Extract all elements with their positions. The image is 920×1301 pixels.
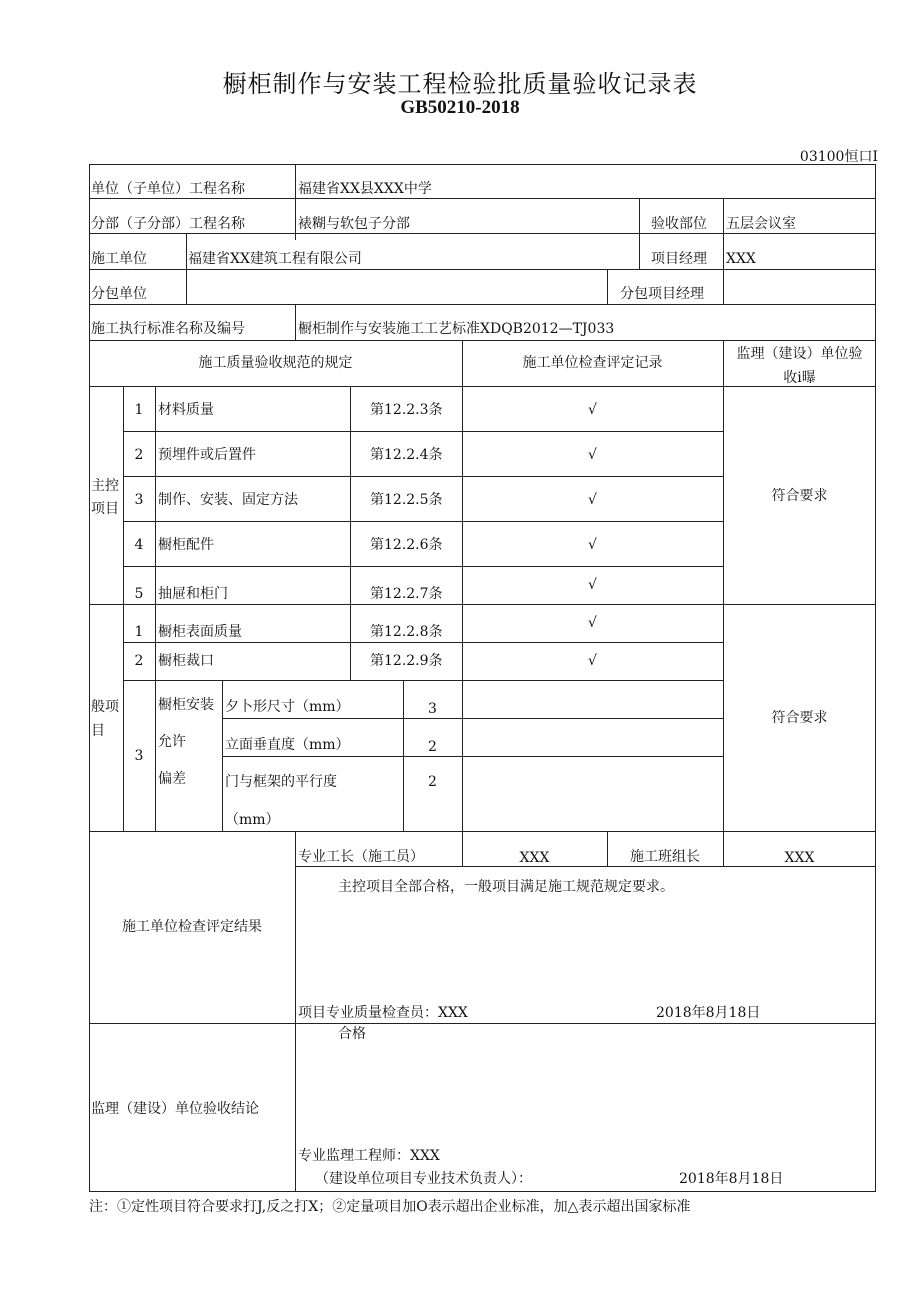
col-divider	[639, 198, 640, 269]
item-clause: 第12.2.4条	[370, 447, 443, 463]
item-clause: 第12.2.3条	[370, 402, 443, 418]
row-divider	[123, 680, 723, 681]
check-mark: √	[588, 577, 597, 593]
tolerance-value: 2	[428, 739, 437, 755]
col-divider	[222, 680, 223, 831]
row-divider	[89, 304, 876, 305]
foreman-label: 专业工长（施工员）	[298, 849, 424, 865]
quality-inspector: 项目专业质量检查员：XXX	[298, 1005, 468, 1021]
tolerance-item-name: 立面垂直度（mm）	[225, 737, 350, 753]
standard-value: 橱柜制作与安装施工工艺标准XDQB2012—TJ033	[298, 321, 615, 337]
item-number: 4	[134, 537, 144, 553]
contractor-value: 福建省XX建筑工程有限公司	[188, 251, 362, 267]
tolerance-group-name-line3: 偏差	[158, 771, 186, 787]
item-clause: 第12.2.9条	[370, 653, 443, 669]
item-number: 2	[134, 447, 144, 463]
supervision-engineer: 专业监理工程师：XXX	[298, 1148, 440, 1164]
col-divider	[295, 831, 296, 1192]
col-divider	[186, 233, 187, 304]
col-divider	[350, 386, 351, 680]
inspection-part-label: 验收部位	[651, 216, 707, 232]
contractor-label: 施工单位	[91, 251, 147, 267]
item-number: 3	[134, 492, 144, 508]
tolerance-group-name: 橱柜安装	[158, 697, 214, 713]
row-divider	[123, 431, 723, 432]
contractor-result-text: 主控项目全部合格，一般项目满足施工规范规定要求。	[338, 879, 674, 895]
unit-project-value: 福建省XX县XXX中学	[298, 181, 432, 197]
division-value: 裱糊与软包子分部	[298, 216, 410, 232]
col-divider	[295, 304, 296, 340]
general-label-line2: 目	[91, 723, 105, 739]
item-number: 3	[134, 748, 144, 764]
item-name: 抽屉和柜门	[158, 586, 228, 602]
form-title: 橱柜制作与安装工程检验批质量验收记录表	[222, 70, 698, 98]
item-name: 橱柜表面质量	[158, 624, 242, 640]
row-divider	[89, 233, 876, 234]
footnote: 注：①定性项目符合要求打J,反之打X；②定量项目加O表示超出企业标准，加△表示超出国家标准	[89, 1199, 691, 1215]
col-divider	[155, 386, 156, 831]
project-manager-value: XXX	[726, 251, 756, 267]
division-label: 分部（子分部）工程名称	[91, 216, 245, 232]
record-column-header: 施工单位检查评定记录	[522, 355, 663, 371]
row-divider	[89, 831, 876, 832]
sub-manager-label: 分包项目经理	[620, 286, 704, 302]
supervision-result-text: 合格	[338, 1026, 366, 1042]
item-name: 橱柜裁口	[158, 653, 214, 669]
inspection-part-value: 五层会议室	[726, 216, 796, 232]
item-clause: 第12.2.6条	[370, 537, 443, 553]
supervision-result-label: 监理（建设）单位验收结论	[91, 1101, 259, 1117]
item-number: 1	[134, 624, 144, 640]
contractor-result-date: 2018年8月18日	[656, 1005, 761, 1021]
owner-representative: （建设单位项目专业技术负责人）：	[315, 1171, 532, 1187]
tolerance-item-name: 门与框架的平行度	[225, 774, 337, 790]
supervision-column-header: 监理（建设）单位验	[736, 346, 863, 362]
check-mark: √	[588, 492, 597, 508]
item-name: 制作、安装、固定方法	[158, 492, 298, 508]
tolerance-value: 3	[428, 701, 437, 717]
row-divider	[89, 340, 876, 341]
item-name: 材料质量	[158, 402, 214, 418]
subcontractor-label: 分包单位	[91, 286, 147, 302]
row-divider	[123, 476, 723, 477]
team-leader-value: XXX	[784, 850, 815, 866]
check-mark: √	[588, 615, 597, 631]
tolerance-item-name: 夕卜形尺寸（mm）	[225, 699, 350, 715]
record-table	[89, 164, 876, 1192]
project-manager-label: 项目经理	[651, 251, 707, 267]
row-divider	[123, 521, 723, 522]
general-label: 般项	[91, 699, 119, 715]
item-number: 2	[134, 653, 144, 669]
row-divider	[89, 198, 876, 199]
check-mark: √	[588, 653, 597, 669]
supervision-result-date: 2018年8月18日	[679, 1171, 784, 1187]
row-divider	[222, 718, 723, 719]
item-clause: 第12.2.8条	[370, 624, 443, 640]
item-number: 5	[134, 586, 144, 602]
row-divider	[89, 604, 876, 605]
col-divider	[295, 164, 296, 240]
main-control-label: 主控	[91, 478, 119, 494]
contractor-result-label: 施工单位检查评定结果	[122, 919, 262, 935]
item-name: 预埋件或后置件	[158, 447, 256, 463]
col-divider	[723, 340, 724, 831]
col-divider	[607, 269, 608, 304]
supervision-column-header-line2: 收i曝	[783, 370, 816, 386]
general-result: 符合要求	[771, 710, 828, 726]
foreman-value: XXX	[519, 850, 550, 866]
check-mark: √	[588, 402, 597, 418]
row-divider	[89, 1023, 876, 1024]
form-number: 03100恒口I	[799, 149, 878, 165]
spec-column-header: 施工质量验收规范的规定	[198, 355, 353, 371]
check-mark: √	[588, 447, 597, 463]
main-control-label-line2: 项目	[91, 501, 119, 517]
tolerance-group-name-line2: 允许	[158, 734, 186, 750]
standard-code: GB50210-2018	[400, 97, 520, 118]
col-divider	[723, 269, 724, 304]
item-clause: 第12.2.5条	[370, 492, 443, 508]
row-divider	[123, 642, 723, 643]
tolerance-value: 2	[428, 774, 437, 790]
row-divider	[222, 756, 723, 757]
main-control-result: 符合要求	[771, 488, 828, 504]
item-name: 橱柜配件	[158, 537, 214, 553]
item-clause: 第12.2.7条	[370, 586, 443, 602]
team-leader-label: 施工班组长	[630, 849, 700, 865]
row-divider	[89, 269, 876, 270]
row-divider	[123, 566, 723, 567]
standard-label: 施工执行标准名称及编号	[91, 321, 245, 337]
item-number: 1	[134, 402, 144, 418]
tolerance-item-name-line2: （mm）	[225, 812, 280, 828]
col-divider	[723, 198, 724, 269]
check-mark: √	[588, 537, 597, 553]
unit-project-label: 单位（子单位）工程名称	[91, 181, 245, 197]
